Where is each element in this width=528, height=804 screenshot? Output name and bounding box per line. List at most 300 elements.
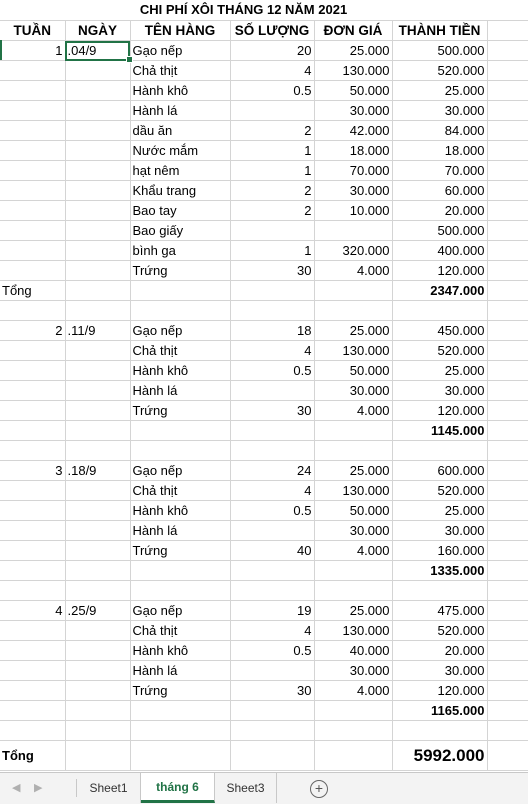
- week-cell[interactable]: [0, 161, 65, 181]
- header-row: [0, 21, 528, 41]
- week-cell[interactable]: [0, 621, 65, 641]
- unit-price-cell[interactable]: 50.000: [314, 81, 392, 101]
- quantity-cell[interactable]: 24: [230, 461, 314, 481]
- quantity-cell[interactable]: 30: [230, 401, 314, 421]
- empty-cell[interactable]: [487, 101, 528, 121]
- empty-cell[interactable]: [487, 721, 528, 741]
- amount-cell[interactable]: 30.000: [392, 381, 487, 401]
- date-cell[interactable]: [65, 681, 130, 701]
- total-label[interactable]: Tổng: [0, 741, 65, 771]
- item-name-cell[interactable]: Hành lá: [130, 521, 230, 541]
- table-row: [0, 41, 528, 61]
- week-cell[interactable]: [0, 181, 65, 201]
- unit-price-cell[interactable]: [314, 741, 392, 771]
- empty-cell[interactable]: [487, 461, 528, 481]
- item-name-cell[interactable]: Bao tay: [130, 201, 230, 221]
- week-cell[interactable]: [0, 221, 65, 241]
- amount-cell[interactable]: 18.000: [392, 141, 487, 161]
- unit-price-cell[interactable]: 4.000: [314, 401, 392, 421]
- item-name-cell[interactable]: Gạo nếp: [130, 321, 230, 341]
- date-cell[interactable]: [65, 521, 130, 541]
- total-row: [0, 741, 528, 771]
- empty-cell[interactable]: [487, 141, 528, 161]
- triangle-right-icon[interactable]: ▶: [34, 782, 43, 794]
- tab-sheet1[interactable]: Sheet1: [77, 773, 141, 803]
- item-name-cell[interactable]: [130, 421, 230, 441]
- date-cell[interactable]: [65, 501, 130, 521]
- unit-price-cell[interactable]: [314, 281, 392, 301]
- week-cell[interactable]: [0, 641, 65, 661]
- table-row: [0, 241, 528, 261]
- table-row: [0, 541, 528, 561]
- quantity-cell[interactable]: [230, 441, 314, 461]
- amount-cell[interactable]: 20.000: [392, 201, 487, 221]
- quantity-cell[interactable]: [230, 421, 314, 441]
- empty-cell[interactable]: [487, 561, 528, 581]
- amount-cell[interactable]: 500.000: [392, 41, 487, 61]
- column-header[interactable]: ĐƠN GIÁ: [314, 21, 392, 41]
- empty-cell[interactable]: [487, 0, 528, 21]
- unit-price-cell[interactable]: 40.000: [314, 641, 392, 661]
- quantity-cell[interactable]: 4: [230, 341, 314, 361]
- item-name-cell[interactable]: Trứng: [130, 401, 230, 421]
- empty-cell[interactable]: [487, 161, 528, 181]
- quantity-cell[interactable]: [230, 581, 314, 601]
- table-row: [0, 361, 528, 381]
- date-cell[interactable]: [65, 561, 130, 581]
- date-cell[interactable]: [65, 241, 130, 261]
- date-cell[interactable]: [65, 721, 130, 741]
- unit-price-cell[interactable]: 130.000: [314, 621, 392, 641]
- table-row: [0, 601, 528, 621]
- table-row: [0, 121, 528, 141]
- column-header[interactable]: TÊN HÀNG: [130, 21, 230, 41]
- item-name-cell[interactable]: Hành khô: [130, 361, 230, 381]
- unit-price-cell[interactable]: [314, 301, 392, 321]
- amount-cell[interactable]: 500.000: [392, 221, 487, 241]
- quantity-cell[interactable]: [230, 561, 314, 581]
- unit-price-cell[interactable]: [314, 221, 392, 241]
- item-name-cell[interactable]: Gạo nếp: [130, 601, 230, 621]
- table-row: [0, 221, 528, 241]
- item-name-cell[interactable]: Chả thịt: [130, 61, 230, 81]
- item-name-cell[interactable]: Trứng: [130, 681, 230, 701]
- sheet-title[interactable]: CHI PHÍ XÔI THÁNG 12 NĂM 2021: [0, 0, 487, 21]
- date-cell[interactable]: [65, 161, 130, 181]
- quantity-cell[interactable]: [230, 661, 314, 681]
- item-name-cell[interactable]: Hành lá: [130, 381, 230, 401]
- week-cell[interactable]: [0, 501, 65, 521]
- unit-price-cell[interactable]: 25.000: [314, 601, 392, 621]
- item-name-cell[interactable]: [130, 721, 230, 741]
- item-name-cell[interactable]: Chả thịt: [130, 621, 230, 641]
- empty-cell[interactable]: [487, 541, 528, 561]
- table-row: [0, 441, 528, 461]
- unit-price-cell[interactable]: 25.000: [314, 321, 392, 341]
- column-header[interactable]: SỐ LƯỢNG: [230, 21, 314, 41]
- amount-cell[interactable]: 20.000: [392, 641, 487, 661]
- item-name-cell[interactable]: Hành khô: [130, 81, 230, 101]
- table-row: [0, 181, 528, 201]
- unit-price-cell[interactable]: 4.000: [314, 261, 392, 281]
- quantity-cell[interactable]: 18: [230, 321, 314, 341]
- amount-cell[interactable]: 1335.000: [392, 561, 487, 581]
- column-header[interactable]: TUẦN: [0, 21, 65, 41]
- subtotal-row: [0, 701, 528, 721]
- amount-cell[interactable]: 30.000: [392, 661, 487, 681]
- quantity-cell[interactable]: 1: [230, 241, 314, 261]
- date-cell[interactable]: .25/9: [65, 601, 130, 621]
- unit-price-cell[interactable]: 25.000: [314, 41, 392, 61]
- week-cell[interactable]: [0, 241, 65, 261]
- table-row: [0, 481, 528, 501]
- quantity-cell[interactable]: 1: [230, 141, 314, 161]
- empty-cell[interactable]: [487, 661, 528, 681]
- unit-price-cell[interactable]: 30.000: [314, 101, 392, 121]
- date-cell[interactable]: [65, 741, 130, 771]
- date-cell[interactable]: .04/9: [65, 41, 130, 61]
- item-name-cell[interactable]: [130, 701, 230, 721]
- amount-cell[interactable]: 120.000: [392, 681, 487, 701]
- item-name-cell[interactable]: bình ga: [130, 241, 230, 261]
- week-cell[interactable]: 4: [0, 601, 65, 621]
- table-row: [0, 261, 528, 281]
- date-cell[interactable]: [65, 701, 130, 721]
- amount-cell[interactable]: 450.000: [392, 321, 487, 341]
- date-cell[interactable]: [65, 541, 130, 561]
- item-name-cell[interactable]: [130, 301, 230, 321]
- date-cell[interactable]: [65, 301, 130, 321]
- quantity-cell[interactable]: [230, 721, 314, 741]
- amount-cell[interactable]: 70.000: [392, 161, 487, 181]
- empty-cell[interactable]: [487, 441, 528, 461]
- unit-price-cell[interactable]: 130.000: [314, 341, 392, 361]
- total-label[interactable]: Tổng: [0, 281, 65, 301]
- amount-cell[interactable]: 520.000: [392, 341, 487, 361]
- week-cell[interactable]: [0, 441, 65, 461]
- column-header[interactable]: THÀNH TIỀN: [392, 21, 487, 41]
- unit-price-cell[interactable]: 70.000: [314, 161, 392, 181]
- table-row: [0, 661, 528, 681]
- quantity-cell[interactable]: 0.5: [230, 641, 314, 661]
- unit-price-cell[interactable]: 30.000: [314, 661, 392, 681]
- quantity-cell[interactable]: [230, 221, 314, 241]
- amount-cell[interactable]: 520.000: [392, 61, 487, 81]
- amount-cell[interactable]: 120.000: [392, 401, 487, 421]
- week-cell[interactable]: [0, 381, 65, 401]
- item-name-cell[interactable]: Khẩu trang: [130, 181, 230, 201]
- unit-price-cell[interactable]: [314, 701, 392, 721]
- amount-cell[interactable]: 30.000: [392, 101, 487, 121]
- unit-price-cell[interactable]: 130.000: [314, 61, 392, 81]
- table-row: [0, 141, 528, 161]
- week-cell[interactable]: [0, 421, 65, 441]
- empty-cell[interactable]: [487, 581, 528, 601]
- date-cell[interactable]: [65, 221, 130, 241]
- table-row: [0, 61, 528, 81]
- table-row: [0, 81, 528, 101]
- empty-cell[interactable]: [487, 21, 528, 41]
- week-cell[interactable]: [0, 361, 65, 381]
- empty-cell[interactable]: [487, 641, 528, 661]
- empty-cell[interactable]: [487, 181, 528, 201]
- item-name-cell[interactable]: hạt nêm: [130, 161, 230, 181]
- plus-circle-icon[interactable]: +: [310, 780, 328, 798]
- tab-thang-6[interactable]: tháng 6: [141, 773, 215, 803]
- date-cell[interactable]: [65, 621, 130, 641]
- table-row: [0, 501, 528, 521]
- unit-price-cell[interactable]: 130.000: [314, 481, 392, 501]
- week-cell[interactable]: [0, 661, 65, 681]
- empty-cell[interactable]: [487, 301, 528, 321]
- empty-cell[interactable]: [487, 481, 528, 501]
- unit-price-cell[interactable]: 30.000: [314, 381, 392, 401]
- row-selection-indicator: [0, 40, 2, 60]
- unit-price-cell[interactable]: 18.000: [314, 141, 392, 161]
- date-cell[interactable]: [65, 661, 130, 681]
- week-cell[interactable]: 2: [0, 321, 65, 341]
- unit-price-cell[interactable]: 25.000: [314, 461, 392, 481]
- empty-cell[interactable]: [487, 221, 528, 241]
- item-name-cell[interactable]: Chả thịt: [130, 481, 230, 501]
- quantity-cell[interactable]: [230, 741, 314, 771]
- week-cell[interactable]: [0, 581, 65, 601]
- unit-price-cell[interactable]: 50.000: [314, 501, 392, 521]
- table-row: [0, 581, 528, 601]
- item-name-cell[interactable]: [130, 281, 230, 301]
- quantity-cell[interactable]: [230, 301, 314, 321]
- unit-price-cell[interactable]: [314, 721, 392, 741]
- amount-cell[interactable]: 475.000: [392, 601, 487, 621]
- week-cell[interactable]: 3: [0, 461, 65, 481]
- empty-cell[interactable]: [487, 281, 528, 301]
- quantity-cell[interactable]: 4: [230, 61, 314, 81]
- week-cell[interactable]: [0, 201, 65, 221]
- quantity-cell[interactable]: 2: [230, 181, 314, 201]
- amount-cell[interactable]: 30.000: [392, 521, 487, 541]
- empty-cell[interactable]: [487, 341, 528, 361]
- unit-price-cell[interactable]: 50.000: [314, 361, 392, 381]
- unit-price-cell[interactable]: 30.000: [314, 521, 392, 541]
- empty-cell[interactable]: [487, 521, 528, 541]
- date-cell[interactable]: [65, 181, 130, 201]
- amount-cell[interactable]: 25.000: [392, 501, 487, 521]
- empty-cell[interactable]: [487, 621, 528, 641]
- quantity-cell[interactable]: [230, 381, 314, 401]
- date-cell[interactable]: [65, 381, 130, 401]
- empty-cell[interactable]: [487, 601, 528, 621]
- quantity-cell[interactable]: 19: [230, 601, 314, 621]
- week-cell[interactable]: [0, 521, 65, 541]
- week-cell[interactable]: [0, 481, 65, 501]
- date-cell[interactable]: [65, 581, 130, 601]
- unit-price-cell[interactable]: [314, 421, 392, 441]
- date-cell[interactable]: [65, 401, 130, 421]
- unit-price-cell[interactable]: 10.000: [314, 201, 392, 221]
- amount-cell[interactable]: 25.000: [392, 361, 487, 381]
- week-cell[interactable]: [0, 401, 65, 421]
- item-name-cell[interactable]: Hành khô: [130, 641, 230, 661]
- quantity-cell[interactable]: 30: [230, 681, 314, 701]
- quantity-cell[interactable]: 4: [230, 621, 314, 641]
- amount-cell[interactable]: 5992.000: [392, 741, 487, 771]
- item-name-cell[interactable]: Trứng: [130, 541, 230, 561]
- empty-cell[interactable]: [487, 321, 528, 341]
- item-name-cell[interactable]: [130, 561, 230, 581]
- quantity-cell[interactable]: [230, 281, 314, 301]
- empty-cell[interactable]: [487, 501, 528, 521]
- amount-cell[interactable]: [392, 301, 487, 321]
- date-cell[interactable]: [65, 441, 130, 461]
- item-name-cell[interactable]: [130, 741, 230, 771]
- date-cell[interactable]: [65, 101, 130, 121]
- week-cell[interactable]: [0, 341, 65, 361]
- table-row: [0, 461, 528, 481]
- unit-price-cell[interactable]: 320.000: [314, 241, 392, 261]
- week-cell[interactable]: [0, 681, 65, 701]
- item-name-cell[interactable]: dầu ăn: [130, 121, 230, 141]
- date-cell[interactable]: [65, 341, 130, 361]
- empty-cell[interactable]: [487, 261, 528, 281]
- empty-cell[interactable]: [487, 741, 528, 771]
- empty-cell[interactable]: [487, 421, 528, 441]
- date-cell[interactable]: [65, 261, 130, 281]
- empty-cell[interactable]: [487, 41, 528, 61]
- table-row: [0, 721, 528, 741]
- item-name-cell[interactable]: Gạo nếp: [130, 41, 230, 61]
- tab-sheet3[interactable]: Sheet3: [215, 773, 277, 803]
- item-name-cell[interactable]: [130, 581, 230, 601]
- date-cell[interactable]: [65, 641, 130, 661]
- total-row: [0, 281, 528, 301]
- amount-cell[interactable]: 120.000: [392, 261, 487, 281]
- table-row: [0, 401, 528, 421]
- date-cell[interactable]: [65, 361, 130, 381]
- quantity-cell[interactable]: 40: [230, 541, 314, 561]
- quantity-cell[interactable]: 0.5: [230, 501, 314, 521]
- amount-cell[interactable]: 84.000: [392, 121, 487, 141]
- amount-cell[interactable]: 25.000: [392, 81, 487, 101]
- week-cell[interactable]: [0, 121, 65, 141]
- table-row: [0, 681, 528, 701]
- week-cell[interactable]: [0, 61, 65, 81]
- date-cell[interactable]: [65, 281, 130, 301]
- quantity-cell[interactable]: [230, 521, 314, 541]
- date-cell[interactable]: [65, 421, 130, 441]
- date-cell[interactable]: [65, 481, 130, 501]
- empty-cell[interactable]: [487, 61, 528, 81]
- empty-cell[interactable]: [487, 681, 528, 701]
- amount-cell[interactable]: [392, 441, 487, 461]
- item-name-cell[interactable]: Gạo nếp: [130, 461, 230, 481]
- item-name-cell[interactable]: Nước mắm: [130, 141, 230, 161]
- table-row: [0, 641, 528, 661]
- empty-cell[interactable]: [487, 381, 528, 401]
- unit-price-cell[interactable]: [314, 581, 392, 601]
- amount-cell[interactable]: 600.000: [392, 461, 487, 481]
- unit-price-cell[interactable]: 4.000: [314, 681, 392, 701]
- column-header[interactable]: NGÀY: [65, 21, 130, 41]
- unit-price-cell[interactable]: [314, 441, 392, 461]
- amount-cell[interactable]: 1145.000: [392, 421, 487, 441]
- item-name-cell[interactable]: Bao giấy: [130, 221, 230, 241]
- empty-cell[interactable]: [487, 121, 528, 141]
- unit-price-cell[interactable]: 30.000: [314, 181, 392, 201]
- empty-cell[interactable]: [487, 241, 528, 261]
- item-name-cell[interactable]: Hành lá: [130, 101, 230, 121]
- date-cell[interactable]: [65, 61, 130, 81]
- quantity-cell[interactable]: 4: [230, 481, 314, 501]
- amount-cell[interactable]: 520.000: [392, 481, 487, 501]
- amount-cell[interactable]: [392, 721, 487, 741]
- table-row: [0, 321, 528, 341]
- item-name-cell[interactable]: Hành khô: [130, 501, 230, 521]
- unit-price-cell[interactable]: [314, 561, 392, 581]
- amount-cell[interactable]: 160.000: [392, 541, 487, 561]
- quantity-cell[interactable]: 30: [230, 261, 314, 281]
- date-cell[interactable]: [65, 81, 130, 101]
- date-cell[interactable]: .18/9: [65, 461, 130, 481]
- week-cell[interactable]: 1: [0, 41, 65, 61]
- amount-cell[interactable]: 60.000: [392, 181, 487, 201]
- subtotal-row: [0, 561, 528, 581]
- empty-cell[interactable]: [487, 81, 528, 101]
- amount-cell[interactable]: [392, 581, 487, 601]
- quantity-cell[interactable]: 0.5: [230, 81, 314, 101]
- amount-cell[interactable]: 400.000: [392, 241, 487, 261]
- table-row: [0, 621, 528, 641]
- week-cell[interactable]: [0, 541, 65, 561]
- date-cell[interactable]: [65, 121, 130, 141]
- quantity-cell[interactable]: 1: [230, 161, 314, 181]
- week-cell[interactable]: [0, 141, 65, 161]
- empty-cell[interactable]: [487, 401, 528, 421]
- item-name-cell[interactable]: Trứng: [130, 261, 230, 281]
- quantity-cell[interactable]: 0.5: [230, 361, 314, 381]
- amount-cell[interactable]: 520.000: [392, 621, 487, 641]
- unit-price-cell[interactable]: 4.000: [314, 541, 392, 561]
- table-row: [0, 521, 528, 541]
- week-cell[interactable]: [0, 561, 65, 581]
- item-name-cell[interactable]: Hành lá: [130, 661, 230, 681]
- week-cell[interactable]: [0, 721, 65, 741]
- empty-cell[interactable]: [487, 201, 528, 221]
- triangle-left-icon[interactable]: ◀: [12, 782, 21, 794]
- table-row: [0, 341, 528, 361]
- date-cell[interactable]: [65, 201, 130, 221]
- empty-cell[interactable]: [487, 701, 528, 721]
- week-cell[interactable]: [0, 701, 65, 721]
- empty-cell[interactable]: [487, 361, 528, 381]
- quantity-cell[interactable]: 2: [230, 121, 314, 141]
- quantity-cell[interactable]: [230, 101, 314, 121]
- table-row: [0, 101, 528, 121]
- week-cell[interactable]: [0, 261, 65, 281]
- quantity-cell[interactable]: [230, 701, 314, 721]
- week-cell[interactable]: [0, 301, 65, 321]
- amount-cell[interactable]: 2347.000: [392, 281, 487, 301]
- amount-cell[interactable]: 1165.000: [392, 701, 487, 721]
- week-cell[interactable]: [0, 101, 65, 121]
- quantity-cell[interactable]: 2: [230, 201, 314, 221]
- date-cell[interactable]: [65, 141, 130, 161]
- item-name-cell[interactable]: Chả thịt: [130, 341, 230, 361]
- week-cell[interactable]: [0, 81, 65, 101]
- unit-price-cell[interactable]: 42.000: [314, 121, 392, 141]
- quantity-cell[interactable]: 20: [230, 41, 314, 61]
- item-name-cell[interactable]: [130, 441, 230, 461]
- date-cell[interactable]: .11/9: [65, 321, 130, 341]
